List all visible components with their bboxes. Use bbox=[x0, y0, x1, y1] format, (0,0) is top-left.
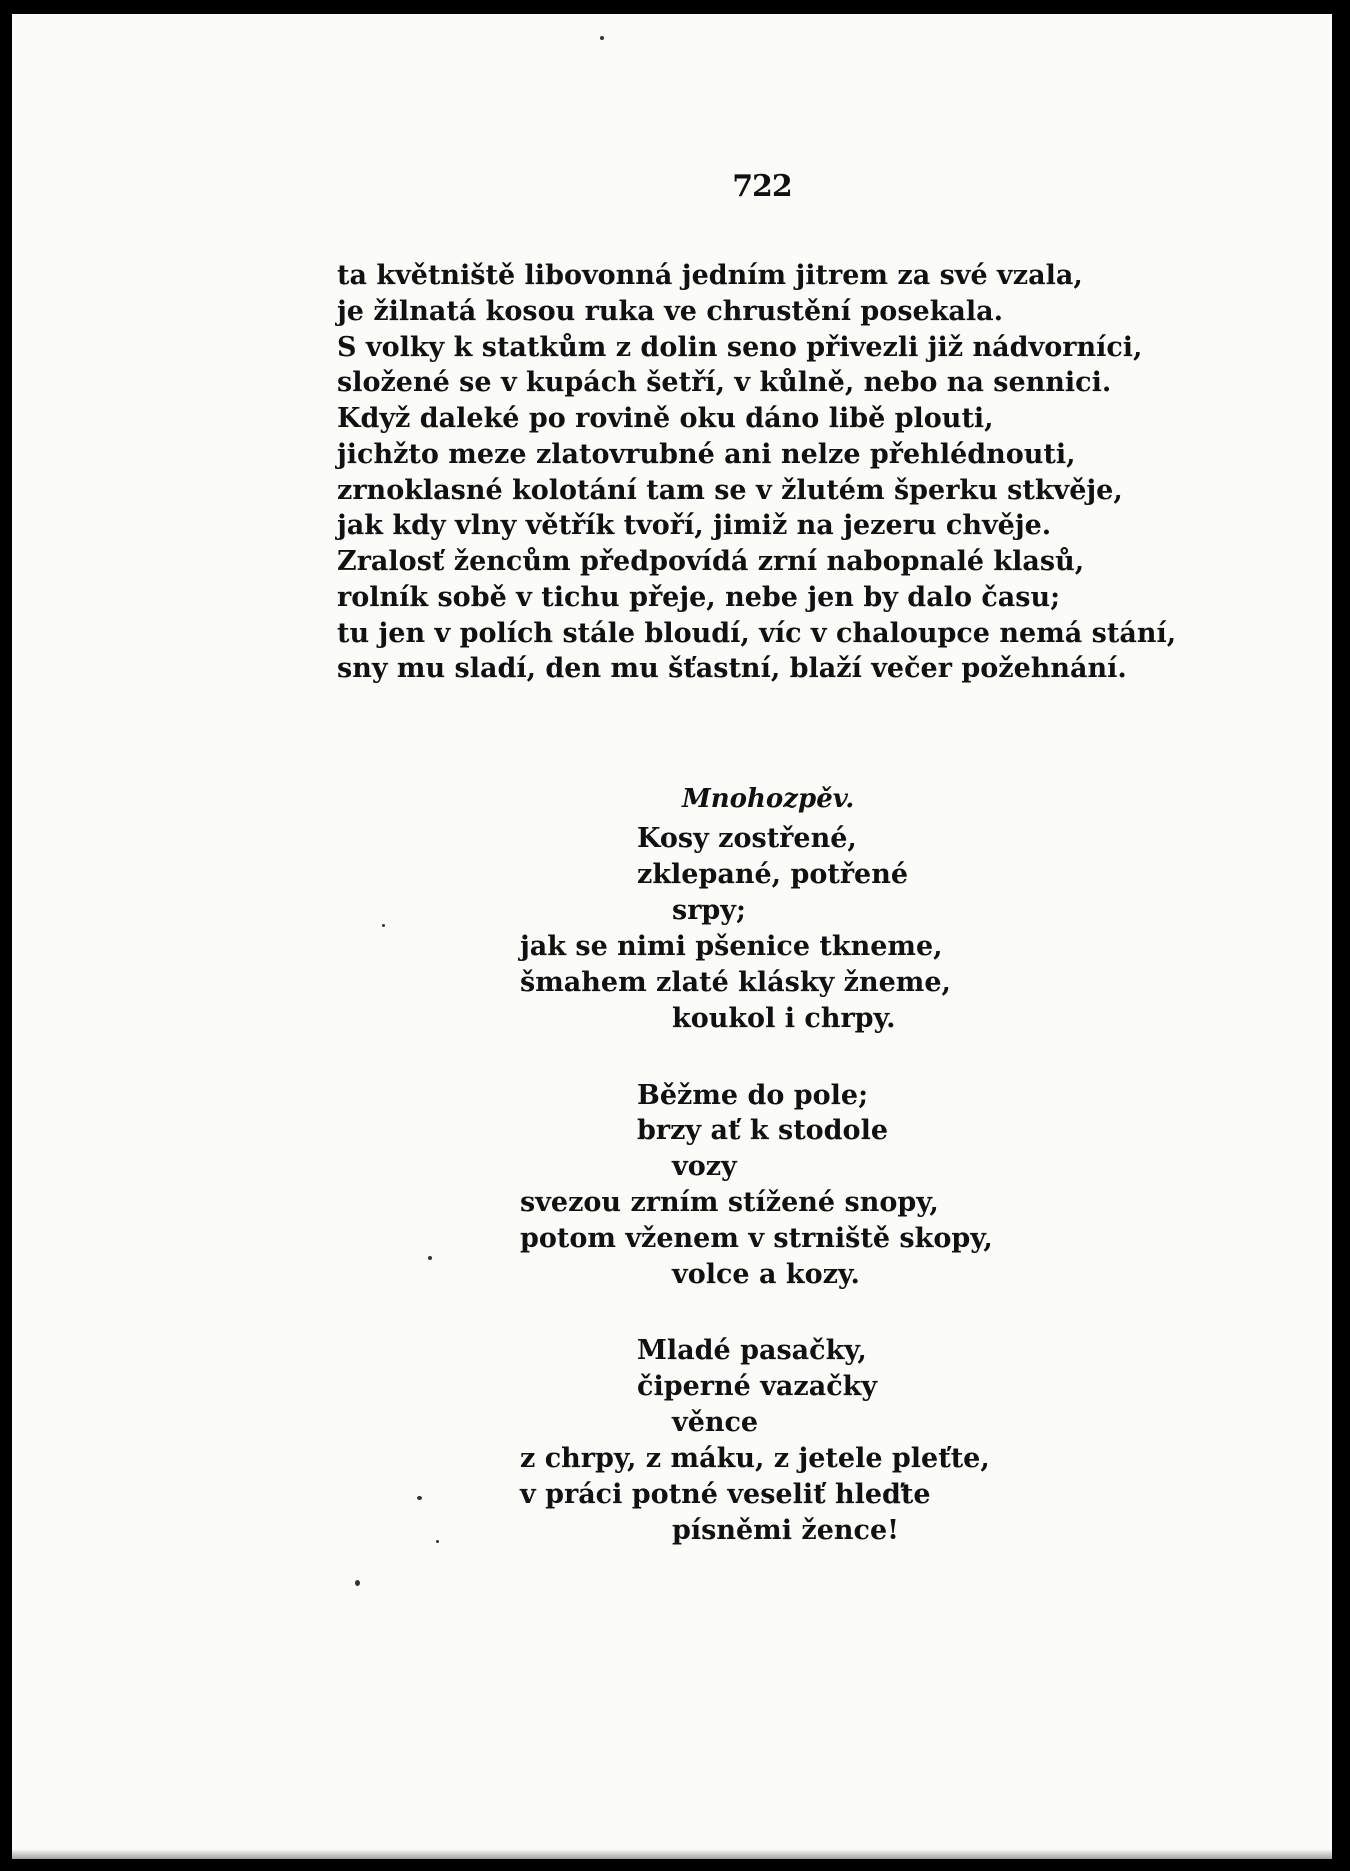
verse-line: volce a kozy. bbox=[672, 1259, 860, 1290]
verse-line: jak se nimi pšenice tkneme, bbox=[520, 931, 943, 962]
verse-line: šmahem zlaté klásky žneme, bbox=[520, 967, 951, 998]
verse-line: věnce bbox=[672, 1407, 759, 1438]
page-number: 722 bbox=[732, 169, 792, 204]
verse-line: v práci potné veseliť hleďte bbox=[520, 1479, 931, 1510]
verse-line: koukol i chrpy. bbox=[672, 1003, 896, 1034]
prose-line: zrnoklasné kolotání tam se v žlutém šperku stkvěje, bbox=[337, 475, 1123, 506]
page-edge-shadow bbox=[12, 1849, 1332, 1859]
prose-line: je žilnatá kosou ruka ve chrustění posekala. bbox=[337, 296, 1004, 327]
scan-speck bbox=[417, 1496, 422, 1500]
verse-line: Kosy zostřené, bbox=[637, 823, 857, 854]
verse-line: srpy; bbox=[672, 895, 746, 926]
prose-line: Zralosť žencům předpovídá zrní nabopnalé klasů, bbox=[337, 546, 1085, 577]
prose-line: jichžto meze zlatovrubné ani nelze přehlédnouti, bbox=[337, 439, 1076, 470]
scan-speck bbox=[355, 1580, 360, 1586]
prose-line: složené se v kupách šetří, v kůlně, nebo na sennici. bbox=[337, 367, 1112, 398]
prose-line: tu jen v polích stále bloudí, víc v chaloupce nemá stání, bbox=[337, 618, 1177, 649]
scan-speck bbox=[436, 1540, 439, 1543]
verse-line: čiperné vazačky bbox=[637, 1371, 878, 1402]
verse-line: brzy ať k stodole bbox=[637, 1115, 889, 1146]
prose-line: rolník sobě v tichu přeje, nebe jen by dalo času; bbox=[337, 582, 1061, 613]
scan-speck bbox=[382, 924, 385, 927]
poem-title: Mnohozpěv. bbox=[682, 784, 855, 814]
scan-speck bbox=[428, 1256, 432, 1260]
prose-line: ta květniště libovonná jedním jitrem za své vzala, bbox=[337, 260, 1083, 291]
prose-line: sny mu sladí, den mu šťastní, blaží večer požehnání. bbox=[337, 653, 1127, 684]
verse-line: Běžme do pole; bbox=[637, 1080, 869, 1111]
verse-line: Mladé pasačky, bbox=[637, 1335, 867, 1366]
verse-line: zklepané, potřené bbox=[637, 859, 909, 890]
scan-speck bbox=[600, 36, 604, 40]
verse-line: vozy bbox=[672, 1151, 737, 1182]
prose-line: S volky k statkům z dolin seno přivezli již nádvorníci, bbox=[337, 332, 1143, 363]
verse-line: písněmi žence! bbox=[672, 1515, 899, 1546]
book-page bbox=[12, 14, 1332, 1859]
verse-line: svezou zrním stížené snopy, bbox=[520, 1187, 939, 1218]
verse-line: z chrpy, z máku, z jetele pleťte, bbox=[520, 1443, 990, 1474]
prose-line: jak kdy vlny větřík tvoří, jimiž na jezeru chvěje. bbox=[337, 510, 1052, 541]
verse-line: potom vženem v strniště skopy, bbox=[520, 1223, 993, 1254]
prose-line: Když daleké po rovině oku dáno libě plouti, bbox=[337, 403, 994, 434]
